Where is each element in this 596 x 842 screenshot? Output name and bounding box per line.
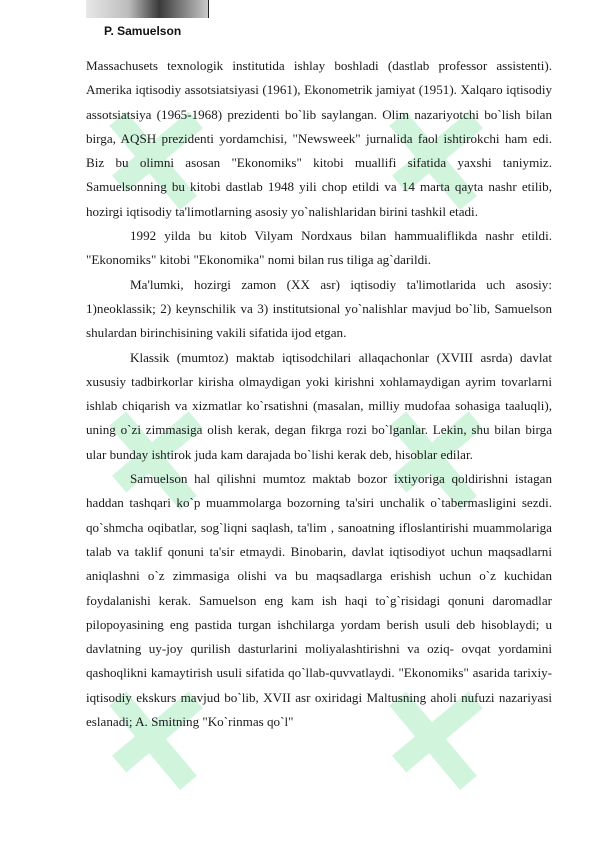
photo-caption: P. Samuelson: [104, 24, 182, 38]
paragraph: Klassik (mumtoz) maktab iqtisodchilari allaqachonlar (XVIII asrda) davlat xususiy tadbirkorlar kirisha olmaydigan yoki kirishni xohlamaydigan ayrim tovarlarni ishlab chiqarish va xizmatlar ko`rsatishni (masalan, milliy mudofaa sohasiga taaluqli), uning o`zi zimmasiga olish kerak, degan fikrga rozi bo`lganlar. Lekin, shu bilan birga ular bunday ishtirok juda kam darajada bo`lishi kerak deb, hisoblar edilar.: [86, 349, 552, 462]
body-text: [86, 54, 552, 734]
paragraph: Samuelson hal qilishni mumtoz maktab bozor ixtiyoriga qoldirishni istagan haddan tashqari ko`p muammolarga bozorning ta'siri unchalik o`tabermasligini sezdi. qo`shmcha oqibatlar, sog`liqni saqlash, ta'lim , sanoatning ifloslantirishi muammolariga talab va taklif qonuni ta'sir etmaydi. Binobarin, davlat iqtisodiyot uchun maqsadlarni aniqlashni o`z zimmasiga olishi va bu maqsadlarga erishish uchun o`z kuchidan foydalanishi kerak. Samuelson eng kam ish haqi to`g`risidagi qonuni daromadlar pilopoyasining eng pastida turgan ishchilarga yordam berish usuli deb hisoblaydi; u davlatning uy-joy qurilish dasturlarini moliyalashtirishni va oziq- ovqat yordamini qashoqlikni kamaytirish usuli sifatida qo`llab-quvvatlaydi. "Ekonomiks" asarida tarixiy-iqtisodiy ekskurs mavjud bo`lib, XVII asr oxiridagi Maltusning aholi nufuzi nazariyasi eslanadi; A. Smitning "Ko`rinmas qo`l": [86, 471, 552, 730]
portrait-photo: [86, 0, 209, 18]
paragraph: Massachusets texnologik institutida ishlay boshladi (dastlab professor assistenti). Amerika iqtisodiy assotsiatsiyasi (1961), Ekonometrik jamiyat (1951). Xalqaro iqtisodiy assotsiatsiya (1965-1968) prezidenti bo`lib saylangan. Olim nazariyotchi bo`lish bilan birga, AQSH prezidenti yordamchisi, "Newsweek" jurnalida faol ishtirokchi ham edi. Biz bu olimni asosan "Ekonomiks" kitobi muallifi sifatida yaxshi taniymiz. Samuelsonning bu kitobi dastlab 1948 yili chop etildi va 14 marta qayta nashr etilib, hozirgi iqtisodiy ta'limotlarning asosiy yo`nalishlaridan birini tashkil etadi.: [86, 58, 552, 219]
paragraph: 1992 yilda bu kitob Vilyam Nordxaus bilan hammualiflikda nashr etildi. "Ekonomiks" kitobi "Ekonomika" nomi bilan rus tiliga ag`darildi.: [86, 228, 552, 268]
paragraph: Ma'lumki, hozirgi zamon (XX asr) iqtisodiy ta'limotlarida uch asosiy: 1)neoklassik; 2) keynschilik va 3) institutsional yo`nalishlar mavjud bo`lib, Samuelson shulardan birinchisining vakili sifatida ijod etgan.: [86, 276, 552, 341]
